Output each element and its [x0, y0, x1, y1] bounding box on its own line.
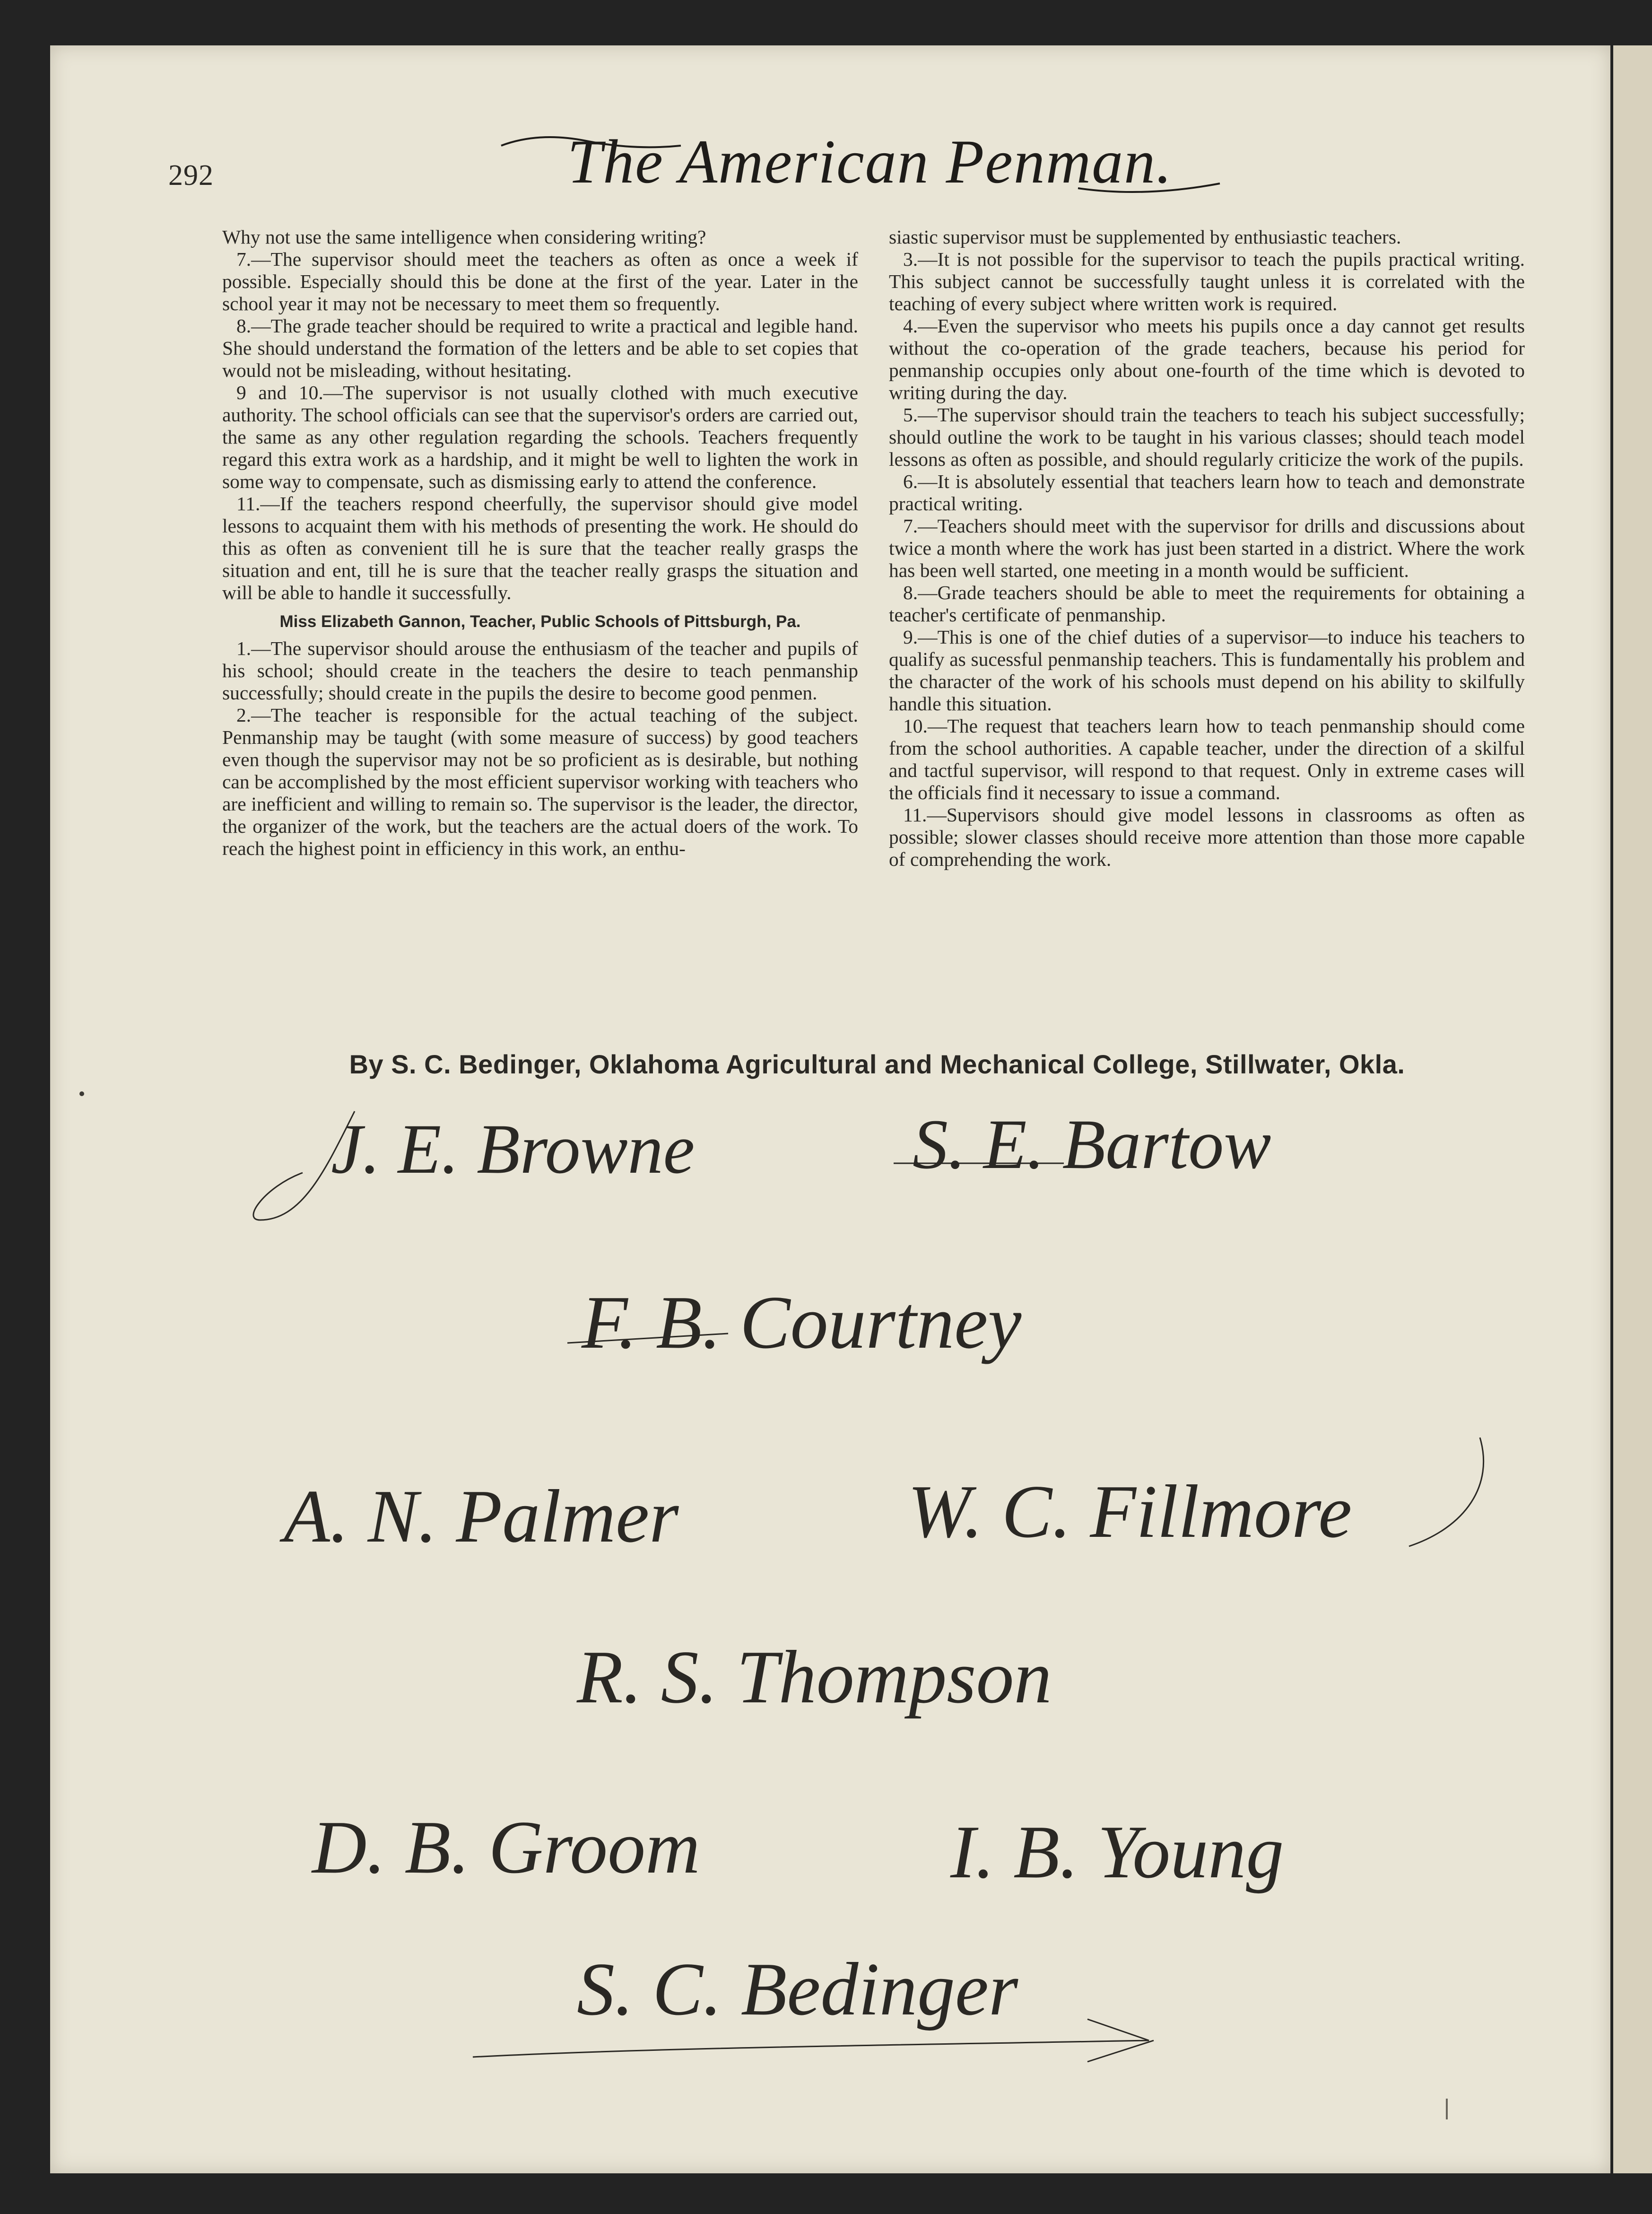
signature-s-e-bartow: [884, 1102, 1499, 1215]
svg-text:F. B. Courtney: F. B. Courtney: [582, 1280, 1022, 1364]
paragraph: 11.—Supervisors should give model lessons in classrooms as often as possible; slower classes should receive more attention than those more capable of comprehending the work.: [889, 804, 1525, 870]
paragraph: 8.—Grade teachers should be able to meet the requirements for obtaining a teacher's certificate of penmanship.: [889, 582, 1525, 626]
svg-text:W. C. Fillmore: W. C. Fillmore: [908, 1469, 1352, 1553]
signature-d-b-groom: [307, 1797, 875, 1920]
paragraph: 7.—The supervisor should meet the teachers as often as once a week if possible. Especially should this be done at the first of the year. Later in the school year it may not be necessary to meet them so frequently.: [222, 248, 858, 314]
svg-text:The American Penman.: The American Penman.: [567, 127, 1173, 196]
signature-j-e-browne: [246, 1102, 861, 1234]
paragraph: 10.—The request that teachers learn how to teach penmanship should come from the school authorities. A capable teacher, under the direction of a skilful and tactful supervisor, will respond to that request. Only in extreme cases will the officials find it necessary to issue a command.: [889, 715, 1525, 803]
signature-r-s-thompson: [567, 1622, 1229, 1764]
signature-i-b-young: [946, 1797, 1466, 1939]
svg-text:D. B. Groom: D. B. Groom: [312, 1805, 700, 1889]
svg-text:I. B. Young: I. B. Young: [950, 1810, 1284, 1894]
paragraph: 3.—It is not possible for the supervisor to teach the pupils practical writing. This subject cannot be successfully taught unless it is correlated with the teaching of every subject where written work is required.: [889, 248, 1525, 314]
paragraph: 9 and 10.—The supervisor is not usually clothed with much executive authority. The school officials can see that the supervisor's orders are carried out, the same as any other regulation regarding the schools. Teachers frequently regard this extra work as a hardship, and it might be well to lighten the work in some way to compensate, such as dismissing early to attend the conference.: [222, 382, 858, 492]
paragraph: 2.—The teacher is responsible for the actual teaching of the subject. Penmanship may be taught (with some measure of success) by good teachers even though the supervisor may not be so proficient as is desirable, but nothing can be accomplished by the most efficient supervisor working with teachers who are inefficient and willing to remain so. The supervisor is the leader, the director, the organizer of the work, but the teachers are the actual doers of the work. To reach the highest point in efficiency in this work, an enthu-: [222, 704, 858, 859]
article-body: [222, 226, 1532, 1039]
svg-text:J. E. Browne: J. E. Browne: [331, 1110, 695, 1188]
paragraph: 8.—The grade teacher should be required to write a practical and legible hand. She should understand the formation of the letters and be able to set copies that would not be misleading, without hesitating.: [222, 315, 858, 381]
right-column: [889, 226, 1525, 871]
signature-w-c-fillmore: [898, 1433, 1513, 1584]
svg-text:S. E. Bartow: S. E. Bartow: [913, 1105, 1271, 1184]
signature-f-b-courtney: [563, 1267, 1225, 1409]
svg-text:A. N. Palmer: A. N. Palmer: [284, 1474, 679, 1558]
byline: By S. C. Bedinger, Oklahoma Agricultural and Mechanical College, Stillwater, Okla.: [349, 1049, 1405, 1079]
paragraph: 6.—It is absolutely essential that teachers learn how to teach and demonstrate practical writing.: [889, 471, 1525, 514]
paragraph: Why not use the same intelligence when considering writing?: [222, 226, 706, 248]
paragraph: 11.—If the teachers respond cheerfully, the supervisor should give model lessons to acquaint them with his methods of presenting the work. He should do this as often as convenient till he is sure that the teacher really grasps the situation and ent, till he is sure that the teacher really grasps the situation and will be able to handle it successfully.: [222, 493, 858, 603]
printing-mark: [79, 1091, 84, 1096]
paragraph: siastic supervisor must be supplemented by enthusiastic teachers.: [889, 226, 1401, 248]
masthead-logo: [482, 127, 1258, 202]
page-number: 292: [168, 159, 214, 192]
paragraph: 7.—Teachers should meet with the supervisor for drills and discussions about twice a month where the work has just been started in a district. Where the work has been well started, one meeting in a month would be sufficient.: [889, 515, 1525, 581]
adjacent-page-edge: [1613, 45, 1652, 2173]
svg-text:S. C. Bedinger: S. C. Bedinger: [577, 1947, 1018, 2031]
signature-s-c-bedinger: [468, 1944, 1177, 2085]
left-column: [222, 226, 858, 860]
paragraph: 9.—This is one of the chief duties of a supervisor—to induce his teachers to qualify as sucessful penmanship teachers. This is fundamentally his problem and the character of the work of his schools must depend on his ability to skilfully handle this situation.: [889, 626, 1525, 715]
paragraph: 4.—Even the supervisor who meets his pupils once a day cannot get results without the co-operation of the grade teachers, because his period for penmanship occupies only about one-fourth of the time which is devoted to writing during the day.: [889, 315, 1525, 403]
svg-text:R. S. Thompson: R. S. Thompson: [577, 1635, 1052, 1719]
paragraph: 1.—The supervisor should arouse the enthusiasm of the teacher and pupils of his school; should create in the teachers the desire to teach penmanship successfully; should create in the pupils the desire to become good penmen.: [222, 637, 858, 704]
signature-a-n-palmer: [279, 1466, 846, 1589]
paragraph: 5.—The supervisor should train the teachers to teach his subject successfully; should outline the work to be taught in his various classes; should teach model lessons as often as possible, and should regularly criticize the work of the pupils.: [889, 404, 1525, 470]
page-mark: [1446, 2099, 1448, 2119]
section-subhead: Miss Elizabeth Gannon, Teacher, Public Schools of Pittsburgh, Pa.: [279, 612, 801, 631]
